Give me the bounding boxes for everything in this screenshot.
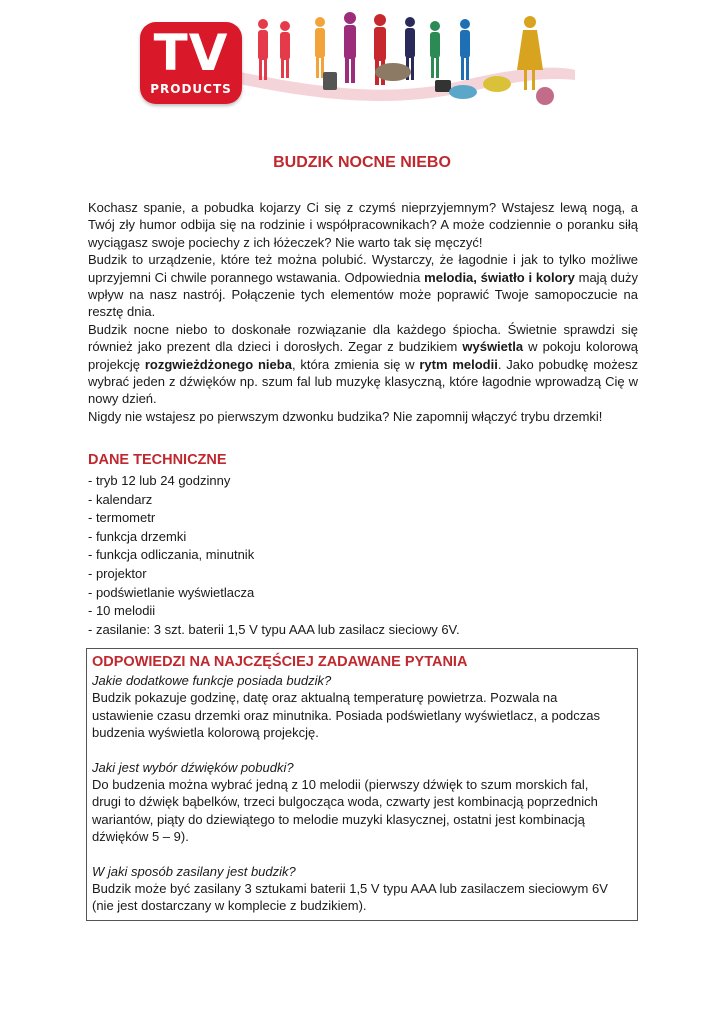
intro-p3-bold-d: rozgwieżdżonego nieba (144, 356, 292, 372)
intro-p3-text-a: Budzik nocne niebo to doskonałe rozwiązanie dla każdego śpiocha. Świetnie sprawdzi się również jako prezent dla dzieci i dorosłych. Zegar z budzikiem (88, 321, 638, 355)
specs-item: - projektor (88, 565, 147, 581)
intro-paragraph-1: Kochasz spanie, a pobudka kojarzy Ci się z czymś nieprzyjemnym? Wstajesz lewą nogą, a Twój zły humor odbija się na rodzinie i współpracownikach? A może codziennie o poranku siłą wyciągasz swoje pociechy z ich łóżeczek? Nie warto tak się męczyć! (88, 200, 638, 250)
faq-box (86, 648, 638, 921)
intro-p2-text-a: Budzik to urządzenie, które też można polubić. Wystarczy, że łagodnie i jak to tylko możliwe uprzyjemni Ci chwile porannego wstawania. Odpowiednia (88, 252, 638, 285)
specs-item: - zasilanie: 3 szt. baterii 1,5 V typu AAA lub zasilacz sieciowy 6V. (88, 621, 460, 637)
intro-paragraph-3 (88, 321, 638, 408)
faq-answer-1-line-1: Budzik pokazuje godzinę, datę oraz aktualną temperaturę powietrza. Pozwala na (92, 690, 558, 706)
logo-tv-text: TV (153, 24, 229, 82)
faq-answer-2-line-4: dźwięków 5 – 9). (92, 829, 189, 845)
logo-products-text: PRODUCTS (150, 82, 232, 96)
specs-item: - kalendarz (88, 491, 153, 507)
page-title: BUDZIK NOCNE NIEBO (273, 154, 451, 171)
specs-item: - termometr (88, 510, 156, 526)
tv-products-logo (140, 22, 242, 104)
specs-heading: DANE TECHNICZNE (88, 452, 227, 468)
intro-p2-text-c: mają duży wpływ na nasz nastrój. Połączenie tych elementów może poprawić Twoje samopoczucie na resztę dnia. (88, 269, 639, 320)
intro-p3-bold-f: rytm melodii (419, 356, 498, 372)
faq-answer-1-line-3: budzenia wyświetla kolorową projekcję. (92, 725, 319, 741)
intro-text (88, 199, 638, 425)
faq-answer-3-line-1: Budzik może być zasilany 3 sztukami baterii 1,5 V typu AAA lub zasilaczem sieciowym 6V (92, 881, 608, 897)
faq-question-1: Jakie dodatkowe funkcje posiada budzik? (92, 673, 332, 688)
specs-item: - funkcja odliczania, minutnik (88, 547, 255, 563)
faq-answer-2-line-1: Do budzenia można wybrać jedną z 10 melodii (pierwszy dźwięk to szum morskich fal, (92, 777, 589, 793)
specs-list (88, 472, 638, 639)
faq-answer-1-line-2: ustawienie czasu drzemki oraz minutnika. Posiada podświetlany wyświetlacz, a podczas (92, 707, 600, 723)
intro-paragraph-2 (88, 251, 638, 321)
intro-paragraph-4: Nigdy nie wstajesz po pierwszym dzwonku budzika? Nie zapomnij włączyć trybu drzemki! (88, 408, 603, 424)
specs-item: - podświetlanie wyświetlacza (88, 584, 255, 600)
intro-p3-text-c: w pokoju kolorową projekcję (88, 339, 638, 372)
intro-p3-bold-b: wyświetla (462, 339, 524, 355)
specs-item: - funkcja drzemki (88, 528, 187, 544)
intro-p3-text-e: , która zmienia się w (291, 356, 420, 372)
intro-p2-bold: melodia, światło i kolory (424, 269, 575, 285)
specs-item: - 10 melodii (88, 603, 156, 619)
faq-answer-3-line-2: (nie jest dostarczany w komplecie z budzikiem). (92, 898, 367, 914)
faq-answer-2-line-2: drugi to dźwięk bąbelków, trzeci bulgocząca woda, czwarty jest kombinacją poprzednich (92, 794, 598, 810)
faq-heading: ODPOWIEDZI NA NAJCZĘŚCIEJ ZADAWANE PYTANIA (92, 654, 468, 670)
intro-p3-text-g: . Jako pobudkę możesz wybrać jeden z dźwięków np. szum fal lub muzykę klasyczną, które łagodnie wprowadzą Cię w nowy dzień. (88, 356, 639, 407)
faq-answer-2-line-3: wariantów, piąty do dziewiątego to melodie muzyki klasycznej, ostatni jest kombinacją (92, 811, 585, 827)
faq-question-3: W jaki sposób zasilany jest budzik? (92, 863, 296, 879)
faq-question-2: Jaki jest wybór dźwięków pobudki? (92, 759, 294, 775)
specs-item: - tryb 12 lub 24 godzinny (88, 473, 231, 488)
